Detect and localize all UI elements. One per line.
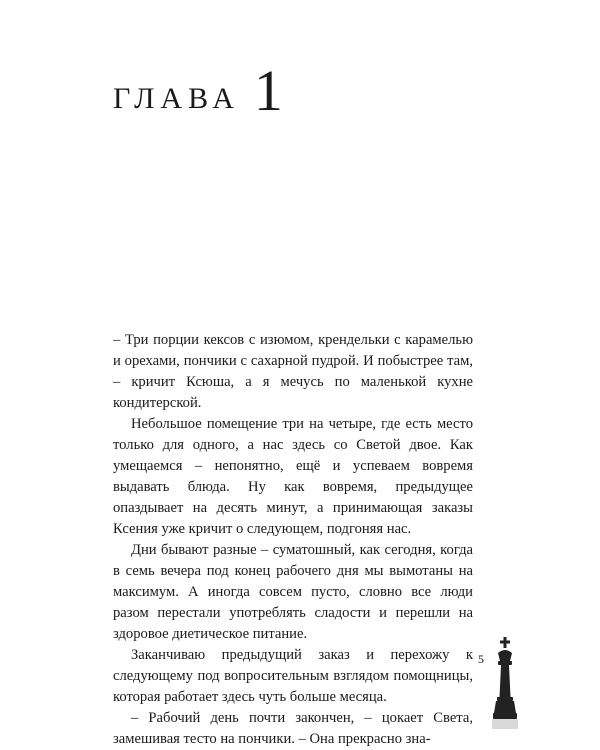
paragraph: Небольшое помещение три на четыре, где есть место только для одного, а нас здесь со Светой двое. Как умещаемся – непонятно, ещё и успеваем вовремя выдавать блюда. Ну как вовремя, предыдущее опаздывает на десять минут, а принимающая заказы Ксения уже кричит о следующем, подгоняя нас. [113, 416, 473, 537]
paragraph: Дни бывают разные – суматошный, как сегодня, когда в семь вечера под конец рабочего дня мы вымотаны на максимум. А иногда совсем пусто, словно все люди разом перестали употреблять сладости и перешли на здоровое диетическое питание. [113, 542, 473, 642]
body-text [113, 330, 473, 750]
chapter-heading [113, 58, 283, 123]
paragraph: Заканчиваю предыдущий заказ и перехожу к следующему под вопросительным взглядом помощницы, которая работает здесь чуть больше месяца. [113, 647, 473, 705]
chess-king-icon [492, 637, 518, 729]
chapter-word: ГЛАВА [113, 82, 240, 115]
chapter-number: 1 [253, 58, 283, 123]
paragraph: – Три порции кексов с изюмом, крендельки с карамелью и орехами, пончики с сахарной пудрой. И побыстрее там, – кричит Ксюша, а я мечусь по маленькой кухне кондитерской. [113, 332, 473, 411]
paragraph: – Рабочий день почти закончен, – цокает Света, замешивая тесто на пончики. – Она прекрасно зна- [113, 710, 473, 747]
page-number: 5 [478, 652, 484, 666]
